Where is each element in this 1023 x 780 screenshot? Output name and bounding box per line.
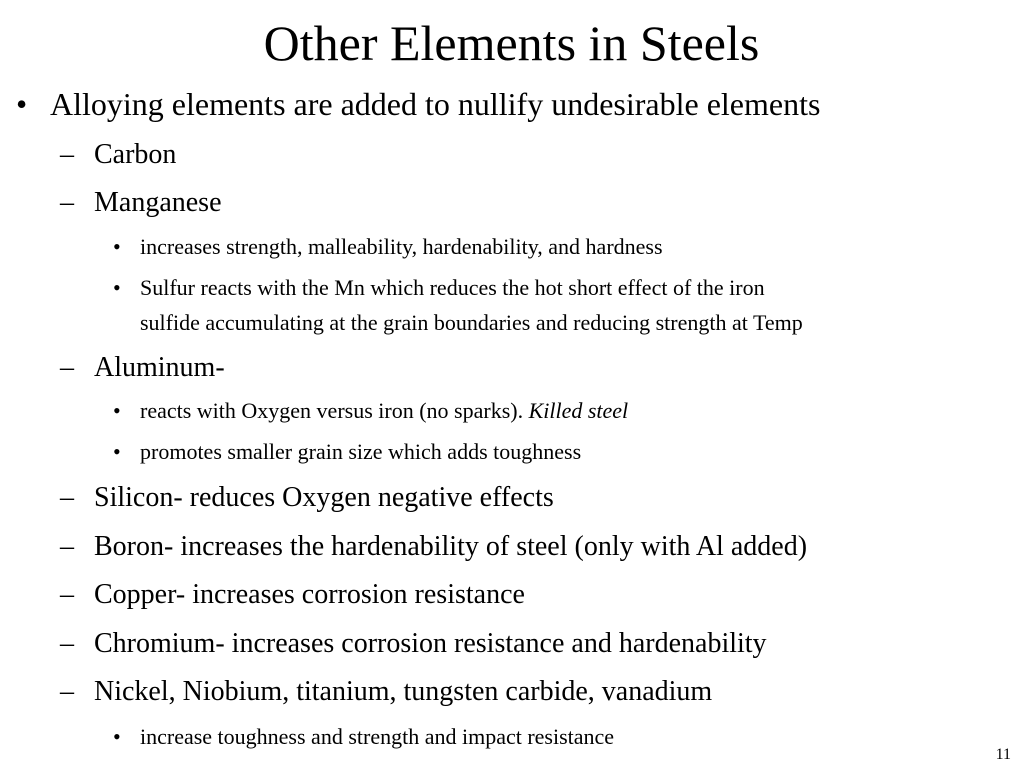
- manganese-detail-2-line1: Sulfur reacts with the Mn which reduces the hot short effect of the iron: [140, 275, 765, 300]
- nickel-detail-1: increase toughness and strength and impact resistance: [140, 724, 615, 749]
- dash-marker: –: [60, 628, 74, 659]
- bullet-dot: •: [16, 86, 28, 122]
- sub-item-copper: Copper- increases corrosion resistance: [94, 579, 525, 610]
- sub-item-boron: Boron- increases the hardenability of steel (only with Al added): [94, 531, 808, 562]
- dash-marker: –: [60, 352, 74, 383]
- main-bullet-text: Alloying elements are added to nullify undesirable elements: [50, 86, 821, 122]
- dash-marker: –: [60, 531, 74, 562]
- aluminum-detail-2: promotes smaller grain size which adds toughness: [140, 439, 582, 464]
- dash-marker: –: [60, 676, 74, 707]
- sub-item-nickel: Nickel, Niobium, titanium, tungsten carbide, vanadium: [94, 676, 713, 707]
- slide-title: Other Elements in Steels: [263, 15, 760, 71]
- sub-item-carbon: Carbon: [94, 139, 177, 170]
- aluminum-detail-1: [140, 398, 628, 424]
- sub-item-manganese: Manganese: [94, 187, 222, 218]
- dash-marker: –: [60, 482, 74, 513]
- bullet-dot: •: [113, 724, 121, 749]
- sub-item-aluminum: Aluminum-: [94, 352, 225, 383]
- bullet-dot: •: [113, 275, 121, 300]
- page-number: 11: [995, 746, 1011, 763]
- aluminum-detail-1-text: reacts with Oxygen versus iron (no sparks).: [140, 398, 524, 423]
- manganese-detail-2-line2: sulfide accumulating at the grain boundaries and reducing strength at Temp: [140, 310, 803, 335]
- sub-item-silicon: Silicon- reduces Oxygen negative effects: [94, 482, 554, 513]
- sub-item-chromium: Chromium- increases corrosion resistance and hardenability: [94, 628, 767, 659]
- bullet-dot: •: [113, 439, 121, 464]
- dash-marker: –: [60, 579, 74, 610]
- dash-marker: –: [60, 187, 74, 218]
- manganese-detail-1: increases strength, malleability, hardenability, and hardness: [140, 234, 663, 259]
- bullet-dot: •: [113, 234, 121, 259]
- killed-steel-emphasis: Killed steel: [528, 398, 629, 423]
- dash-marker: –: [60, 139, 74, 170]
- bullet-dot: •: [113, 398, 121, 423]
